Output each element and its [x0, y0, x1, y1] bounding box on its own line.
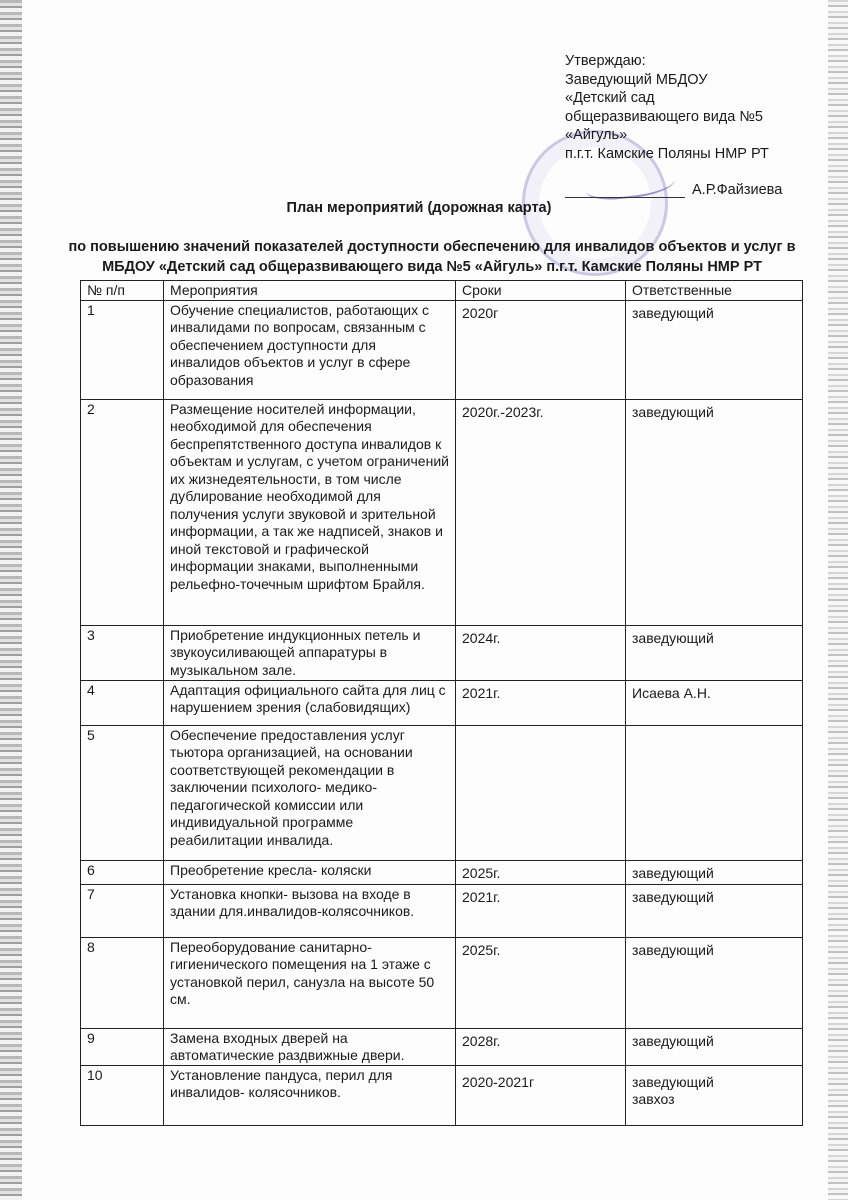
scan-edge-right — [828, 0, 848, 1200]
column-header: № п/п — [81, 281, 164, 301]
responsible: заведующий — [626, 860, 803, 884]
measure-text: Установка кнопки- вызова на входе в здании для.инвалидов-колясочников. — [164, 884, 456, 937]
table-row — [81, 1065, 803, 1125]
row-number: 10 — [81, 1065, 164, 1125]
deadline: 2021г. — [456, 884, 626, 937]
column-header: Сроки — [456, 281, 626, 301]
signatory-name: А.Р.Файзиева — [692, 182, 783, 198]
approval-line: общеразвивающего вида №5 — [565, 108, 763, 125]
table-header-row — [81, 281, 803, 301]
measure-text: Обучение специалистов, работающих с инвалидами по вопросам, связанным с обеспечением доступности для инвалидов объектов и услуг в сфере образования — [164, 300, 456, 399]
responsible: заведующий — [626, 884, 803, 937]
row-number: 6 — [81, 860, 164, 884]
responsible: заведующий завхоз — [626, 1065, 803, 1125]
responsible: заведующий — [626, 625, 803, 680]
measure-text: Установление пандуса, перил для инвалидов- колясочников. — [164, 1065, 456, 1125]
measure-text: Размещение носителей информации, необходимой для обеспечения беспрепятственного доступа инвалидов к объектам и услугам, с учетом ограничений их жизнедеятельности, в том числе дублирование необходимой для получения услуги звуковой и зрительной информации, а так же надписей, знаков и иной текстовой и графической информации знаками, выполненными рельефно-точечным шрифтом Брайля. — [164, 399, 456, 625]
subtitle-line: МБДОУ «Детский сад общеразвивающего вида №5 «Айгуль» п.г.т. Камские Поляны НМР РТ — [102, 259, 762, 275]
measure-text: Переоборудование санитарно-гигиенического помещения на 1 этаже с установкой перил, санузла на высоте 50 см. — [164, 937, 456, 1028]
row-number: 4 — [81, 680, 164, 725]
table-row — [81, 680, 803, 725]
approval-line: Утверждаю: — [565, 53, 646, 69]
document-subtitle — [8, 237, 848, 277]
table-row — [81, 860, 803, 884]
scan-edge-left — [0, 0, 22, 1200]
deadline: 2028г. — [456, 1028, 626, 1065]
document-title: План мероприятий (дорожная карта) — [286, 200, 552, 216]
table-row — [81, 1028, 803, 1065]
row-number: 5 — [81, 725, 164, 860]
measure-text: Обеспечение предоставления услуг тьютора организацией, на основании соответствующей рекомендации в заключении психолого- медико-педагогической комиссии или индивидуальной программе реабилитации инвалида. — [164, 725, 456, 860]
deadline: 2024г. — [456, 625, 626, 680]
deadline: 2025г. — [456, 937, 626, 1028]
table-row — [81, 399, 803, 625]
row-number: 1 — [81, 300, 164, 399]
table-row — [81, 725, 803, 860]
approval-line: «Айгуль» — [565, 127, 628, 143]
approval-line: Заведующий МБДОУ — [565, 71, 708, 88]
approval-line: «Детский сад — [565, 90, 655, 106]
responsible: заведующий — [626, 300, 803, 399]
responsible: Исаева А.Н. — [626, 680, 803, 725]
measure-text: Адаптация официального сайта для лиц с нарушением зрения (слабовидящих) — [164, 680, 456, 725]
deadline: 2021г. — [456, 680, 626, 725]
row-number: 9 — [81, 1028, 164, 1065]
approval-block — [565, 52, 769, 163]
row-number: 8 — [81, 937, 164, 1028]
measure-text: Приобретение индукционных петель и звукоусиливающей аппаратуры в музыкальном зале. — [164, 625, 456, 680]
row-number: 2 — [81, 399, 164, 625]
measure-text: Замена входных дверей на автоматические раздвижные двери. — [164, 1028, 456, 1065]
signature-line — [565, 197, 685, 198]
deadline: 2020г — [456, 300, 626, 399]
row-number: 3 — [81, 625, 164, 680]
column-header: Ответственные — [626, 281, 803, 301]
subtitle-line: по повышению значений показателей доступности обеспечению для инвалидов объектов и услуг в — [68, 239, 796, 255]
deadline — [456, 725, 626, 860]
deadline: 2020-2021г — [456, 1065, 626, 1125]
responsible: заведующий — [626, 937, 803, 1028]
responsible: заведующий — [626, 1028, 803, 1065]
table-row — [81, 625, 803, 680]
deadline: 2020г.-2023г. — [456, 399, 626, 625]
table-row — [81, 884, 803, 937]
deadline: 2025г. — [456, 860, 626, 884]
table-row — [81, 937, 803, 1028]
responsible — [626, 725, 803, 860]
row-number: 7 — [81, 884, 164, 937]
table-row — [81, 300, 803, 399]
measure-text: Преобретение кресла- коляски — [164, 860, 456, 884]
column-header: Мероприятия — [164, 281, 456, 301]
measures-table — [80, 280, 803, 1126]
approval-line: п.г.т. Камские Поляны НМР РТ — [565, 145, 769, 162]
responsible: заведующий — [626, 399, 803, 625]
